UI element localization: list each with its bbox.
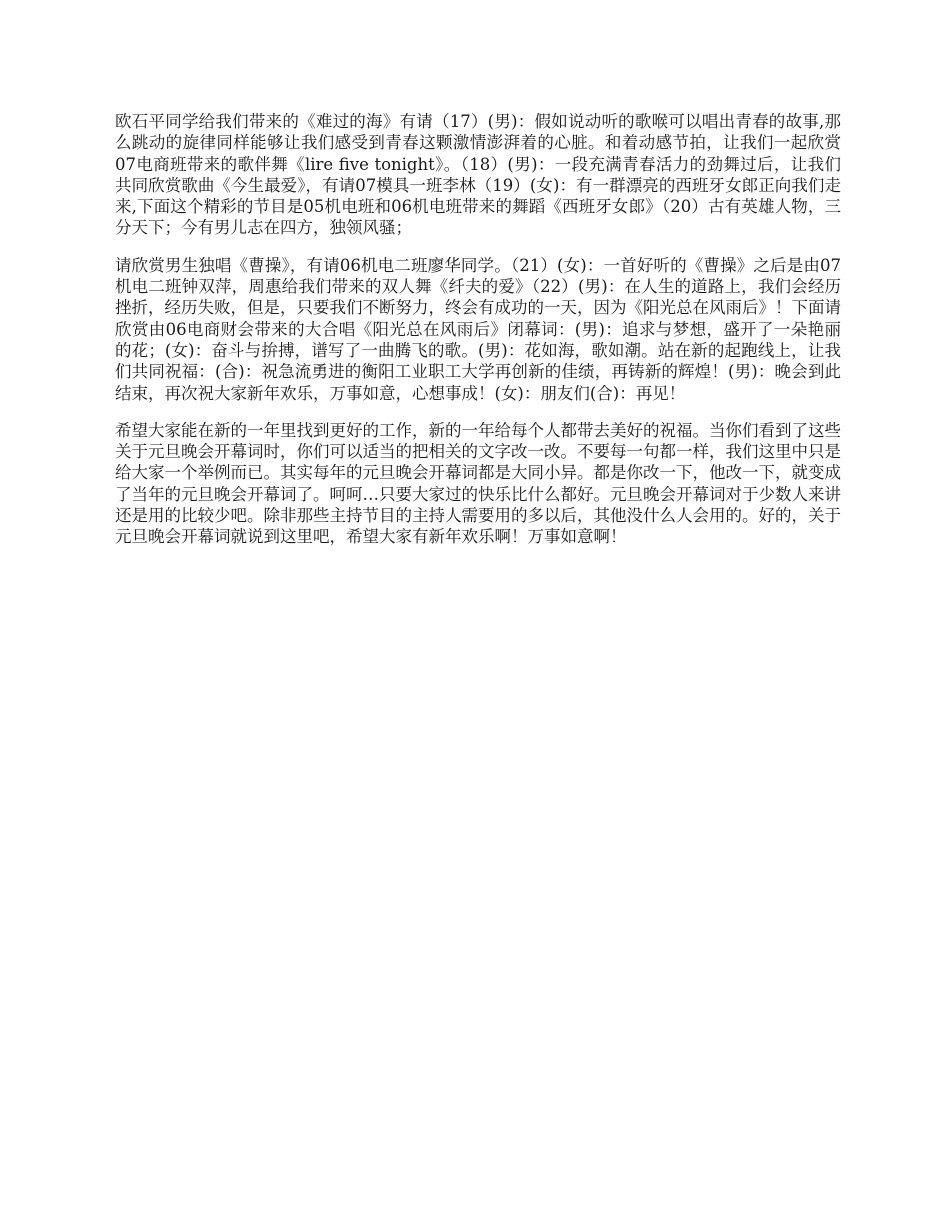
paragraph-1: 欧石平同学给我们带来的《难过的海》有请（17）(男)：假如说动听的歌喉可以唱出青春的故事,那么跳动的旋律同样能够让我们感受到青春这颗激情澎湃着的心脏。和着动感节拍，让我们一起欣赏07电商班带来的歌伴舞《lire five tonight》。（18）(男)：一段充满青春活力的劲舞过后，让我们共同欣赏歌曲《今生最爱》，有请07模具一班李林（19）(女)：有一群漂亮的西班牙女郎正向我们走来,下面这个精彩的节目是05机电班和06机电班带来的舞蹈《西班牙女郎》（20）古有英雄人物，三分天下；今有男儿志在四方，独领风骚； <box>115 112 841 238</box>
document-body <box>115 111 841 564</box>
paragraph-2: 请欣赏男生独唱《曹操》，有请06机电二班廖华同学。（21）(女)：一首好听的《曹操》之后是由07机电二班钟双萍，周惠给我们带来的双人舞《纤夫的爱》（22）(男)：在人生的道路上，我们会经历挫折，经历失败，但是，只要我们不断努力，终会有成功的一天，因为《阳光总在风雨后》！下面请欣赏由06电商财会带来的大合唱《阳光总在风雨后》闭幕词：(男)：追求与梦想，盛开了一朵艳丽的花；(女)：奋斗与拚搏，谱写了一曲腾飞的歌。(男)：花如海，歌如潮。站在新的起跑线上，让我们共同祝福：(合)：祝急流勇进的衡阳工业职工大学再创新的佳绩，再铸新的辉煌！(男)：晚会到此结束，再次祝大家新年欢乐，万事如意，心想事成！(女)：朋友们(合)：再见！ <box>115 255 841 403</box>
paragraph-3: 希望大家能在新的一年里找到更好的工作，新的一年给每个人都带去美好的祝福。当你们看到了这些关于元旦晚会开幕词时，你们可以适当的把相关的文字改一改。不要每一句都一样，我们这里中只是给大家一个举例而已。其实每年的元旦晚会开幕词都是大同小异。都是你改一下，他改一下，就变成了当年的元旦晚会开幕词了。呵呵…只要大家过的快乐比什么都好。元旦晚会开幕词对于少数人来讲还是用的比较少吧。除非那些主持节目的主持人需要用的多以后，其他没什么人会用的。好的，关于元旦晚会开幕词就说到这里吧，希望大家有新年欢乐啊！万事如意啊！ <box>115 420 841 547</box>
